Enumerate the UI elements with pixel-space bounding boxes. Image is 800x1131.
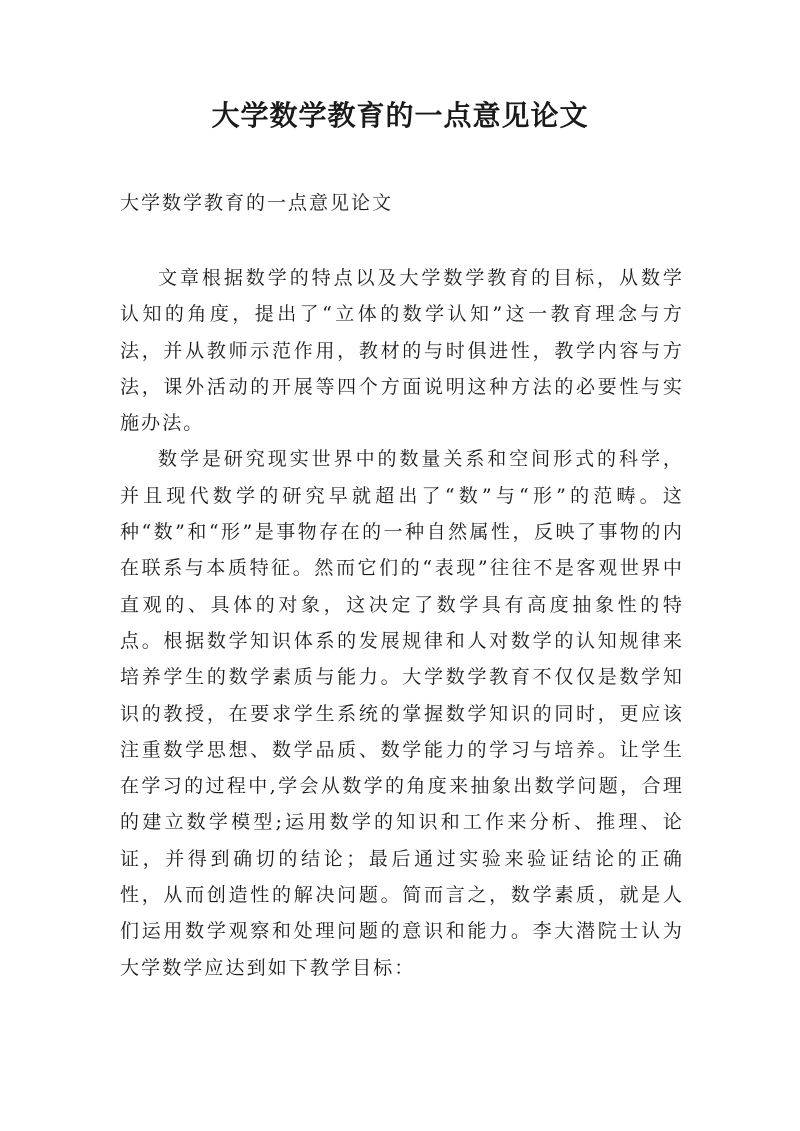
document-body [120, 260, 684, 986]
paragraph-main: 数学是研究现实世界中的数量关系和空间形式的科学，并且现代数学的研究早就超出了“数”与“形”的范畴。这种“数”和“形”是事物存在的一种自然属性，反映了事物的内在联系与本质特征。然而它们的“表现”往往不是客观世界中直观的、具体的对象，这决定了数学具有高度抽象性的特点。根据数学知识体系的发展规律和人对数学的认知规律来培养学生的数学素质与能力。大学数学教育不仅仅是数学知识的教授，在要求学生系统的掌握数学知识的同时，更应该注重数学思想、数学品质、数学能力的学习与培养。让学生在学习的过程中,学会从数学的角度来抽象出数学问题，合理的建立数学模型;运用数学的知识和工作来分析、推理、论证，并得到确切的结论；最后通过实验来验证结论的正确性，从而创造性的解决问题。简而言之，数学素质，就是人们运用数学观察和处理问题的意识和能力。李大潜院士认为大学数学应达到如下教学目标： [120, 448, 684, 979]
document-title: 大学数学教育的一点意见论文 [211, 99, 589, 132]
document-subtitle: 大学数学教育的一点意见论文 [120, 192, 394, 214]
paragraph-abstract: 文章根据数学的特点以及大学数学教育的目标，从数学认知的角度，提出了“立体的数学认知”这一教育理念与方法，并从教师示范作用，教材的与时俱进性，教学内容与方法，课外活动的开展等四个方面说明这种方法的必要性与实施办法。 [120, 267, 684, 435]
